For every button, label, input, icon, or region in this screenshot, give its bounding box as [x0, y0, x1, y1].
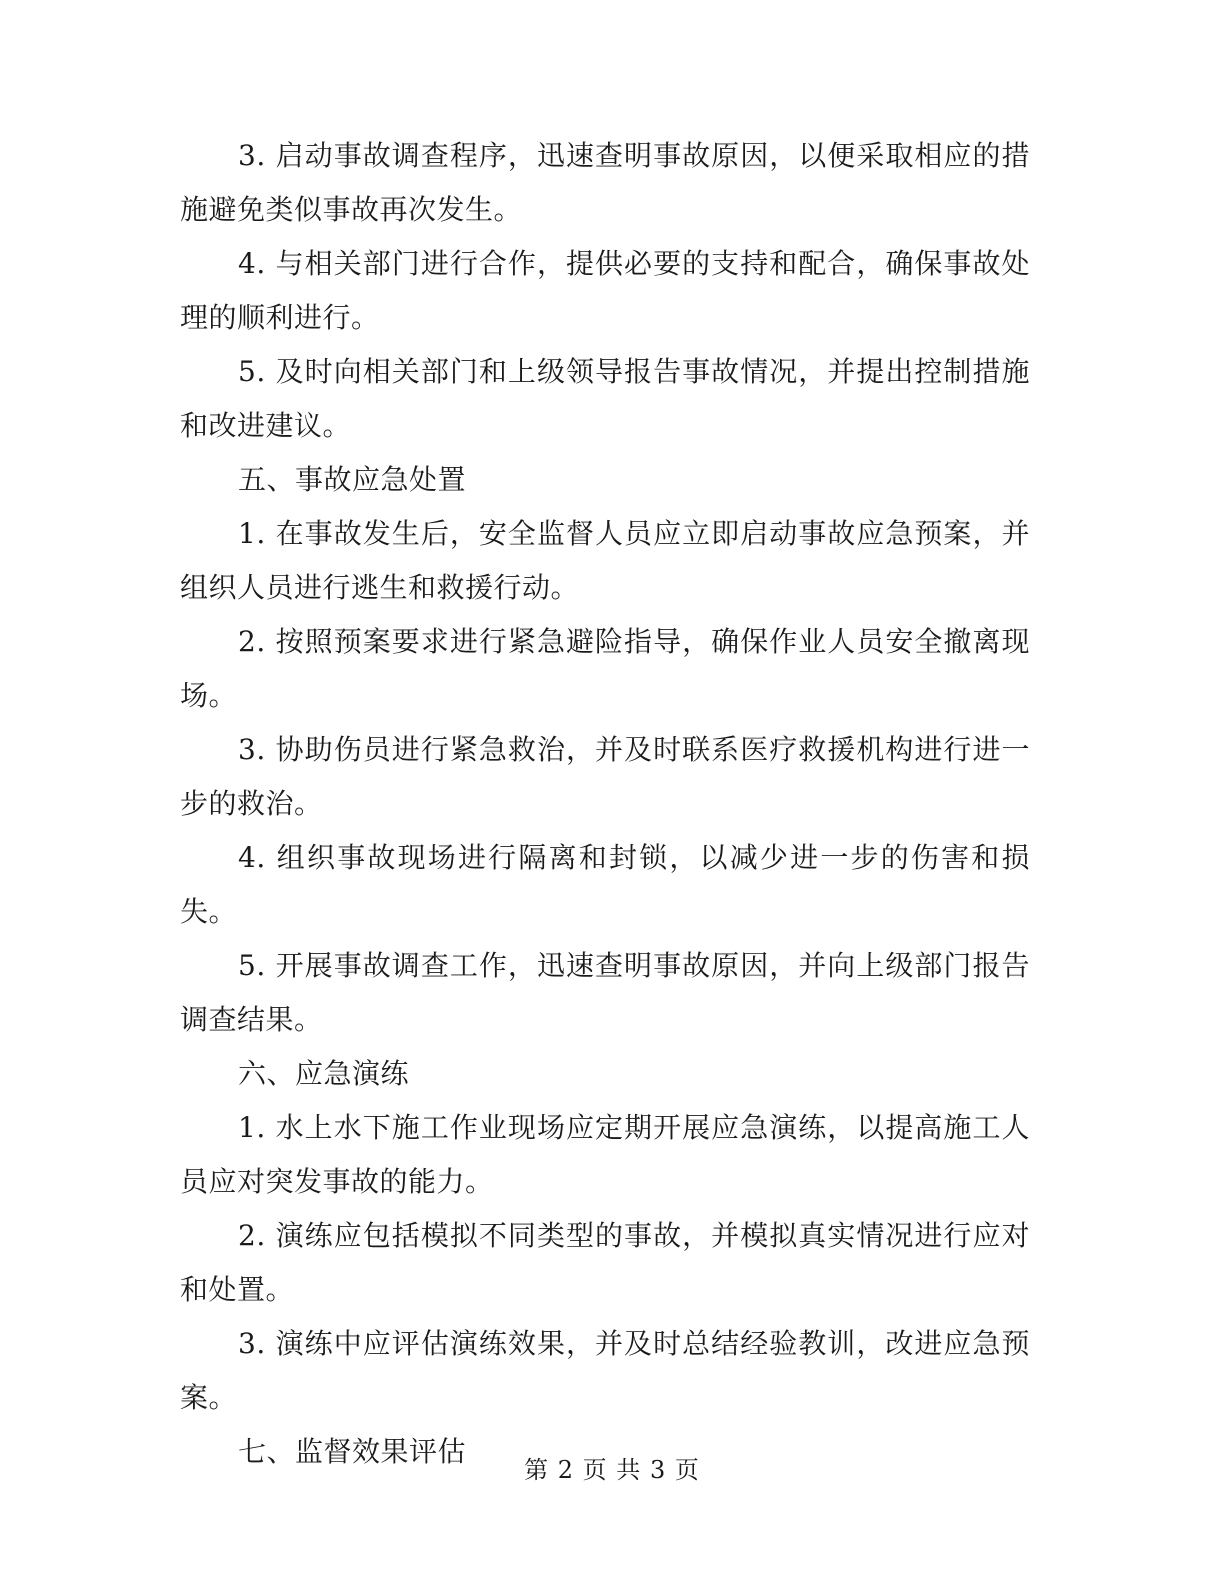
paragraph-item-3-evaluate-drills: 3. 演练中应评估演练效果，并及时总结经验教训，改进应急预案。	[180, 1327, 1030, 1414]
section-heading-supervision-evaluation: 七、监督效果评估	[238, 1435, 467, 1468]
paragraph-item-4-department-cooperation: 4. 与相关部门进行合作，提供必要的支持和配合，确保事故处理的顺利进行。	[180, 247, 1030, 334]
paragraph-item-3-accident-investigation: 3. 启动事故调查程序，迅速查明事故原因，以便采取相应的措施避免类似事故再次发生。	[180, 139, 1030, 226]
page-number-footer: 第 2 页 共 3 页	[524, 1456, 700, 1484]
section-heading-emergency-drill: 六、应急演练	[238, 1057, 410, 1090]
paragraph-item-5-investigation-work: 5. 开展事故调查工作，迅速查明事故原因，并向上级部门报告调查结果。	[180, 949, 1030, 1036]
paragraph-item-1-regular-drills: 1. 水上水下施工作业现场应定期开展应急演练，以提高施工人员应对突发事故的能力。	[180, 1111, 1030, 1198]
paragraph-item-3-assist-injured: 3. 协助伤员进行紧急救治，并及时联系医疗救援机构进行进一步的救治。	[180, 733, 1030, 820]
paragraph-item-2-simulate-accidents: 2. 演练应包括模拟不同类型的事故，并模拟真实情况进行应对和处置。	[180, 1219, 1030, 1306]
paragraph-item-1-activate-plan: 1. 在事故发生后，安全监督人员应立即启动事故应急预案，并组织人员进行逃生和救援行动。	[180, 517, 1030, 604]
paragraph-item-2-emergency-evacuation: 2. 按照预案要求进行紧急避险指导，确保作业人员安全撤离现场。	[180, 625, 1030, 712]
paragraph-item-4-isolate-scene: 4. 组织事故现场进行隔离和封锁，以减少进一步的伤害和损失。	[180, 841, 1030, 928]
section-heading-accident-emergency-response: 五、事故应急处置	[238, 463, 467, 496]
document-body	[180, 129, 1030, 1479]
paragraph-item-5-report-accident: 5. 及时向相关部门和上级领导报告事故情况，并提出控制措施和改进建议。	[180, 355, 1030, 442]
